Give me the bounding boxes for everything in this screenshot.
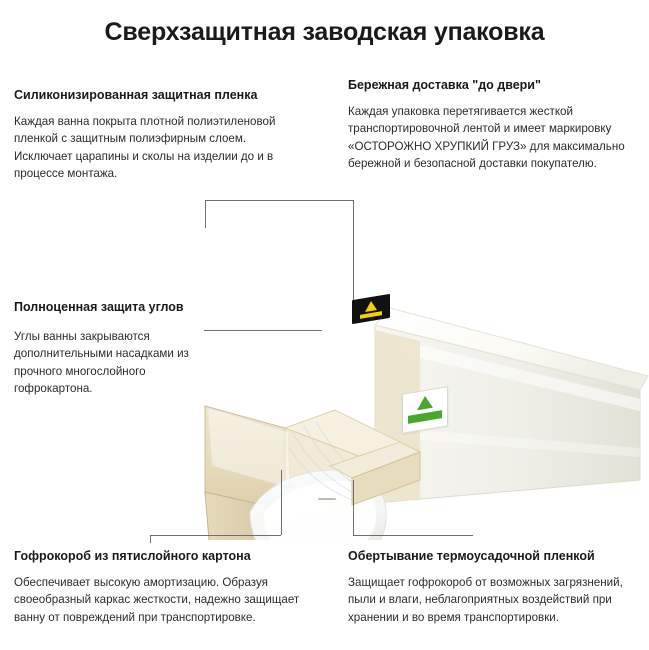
callout-protective-film (14, 88, 286, 183)
label-text-bar (360, 311, 382, 319)
warning-triangle-icon (365, 300, 377, 312)
leader-line-box-drop (150, 535, 151, 543)
leader-line-film-horizontal (205, 200, 353, 201)
leader-line-delivery-vertical (353, 200, 354, 300)
callout-delivery-heading: Бережная доставка "до двери" (348, 78, 541, 92)
callout-delivery-text: Каждая упаковка перетягивается жесткой транспортировочной лентой и имеет маркировку «ОСТОРОЖНО ХРУПКИЙ ГРУЗ» для максимально бережной и безопасной доставки покупателю. (348, 104, 625, 171)
callout-careful-delivery (348, 78, 636, 173)
green-fragile-label (402, 386, 448, 434)
leader-line-film-vertical (205, 200, 206, 228)
callout-wrap-text: Защищает гофрокороб от возможных загрязнений, пыли и влаги, неблагоприятных воздействий при хранении и во время транспортировки. (348, 575, 623, 624)
fragile-triangle-icon (417, 395, 433, 411)
callout-film-heading: Силиконизированная защитная пленка (14, 88, 258, 102)
fragile-text-bar (408, 410, 442, 424)
callout-box-text: Обеспечивает высокую амортизацию. Образуя своеобразный каркас жесткости, надежно защищает ванну от повреждений при транспортировке. (14, 575, 300, 624)
leader-line-wrap-horizontal (353, 535, 473, 536)
leader-line-corners (204, 330, 322, 331)
callout-corners-heading: Полноценная защита углов (14, 300, 184, 314)
callout-shrink-wrap (348, 549, 640, 626)
callout-film-text: Каждая ванна покрыта плотной полиэтиленовой пленкой с защитным полиэфирным слоем. Исключает царапины и сколы на изделии до и в процессе монтажа. (14, 114, 276, 181)
callout-wrap-heading: Обертывание термоусадочной пленкой (348, 549, 595, 563)
leader-line-box-vertical (281, 470, 282, 535)
callout-corrugated-box (14, 549, 314, 626)
callout-box-heading: Гофрокороб из пятислойного картона (14, 549, 251, 563)
leader-line-box-horizontal (150, 535, 281, 536)
callout-corner-protection (14, 300, 204, 398)
callout-corners-text: Углы ванны закрываются дополнительными насадками из прочного многослойного гофрокартона. (14, 329, 189, 396)
page-title: Сверхзащитная заводская упаковка (104, 18, 545, 46)
leader-line-wrap-vertical (353, 480, 354, 535)
